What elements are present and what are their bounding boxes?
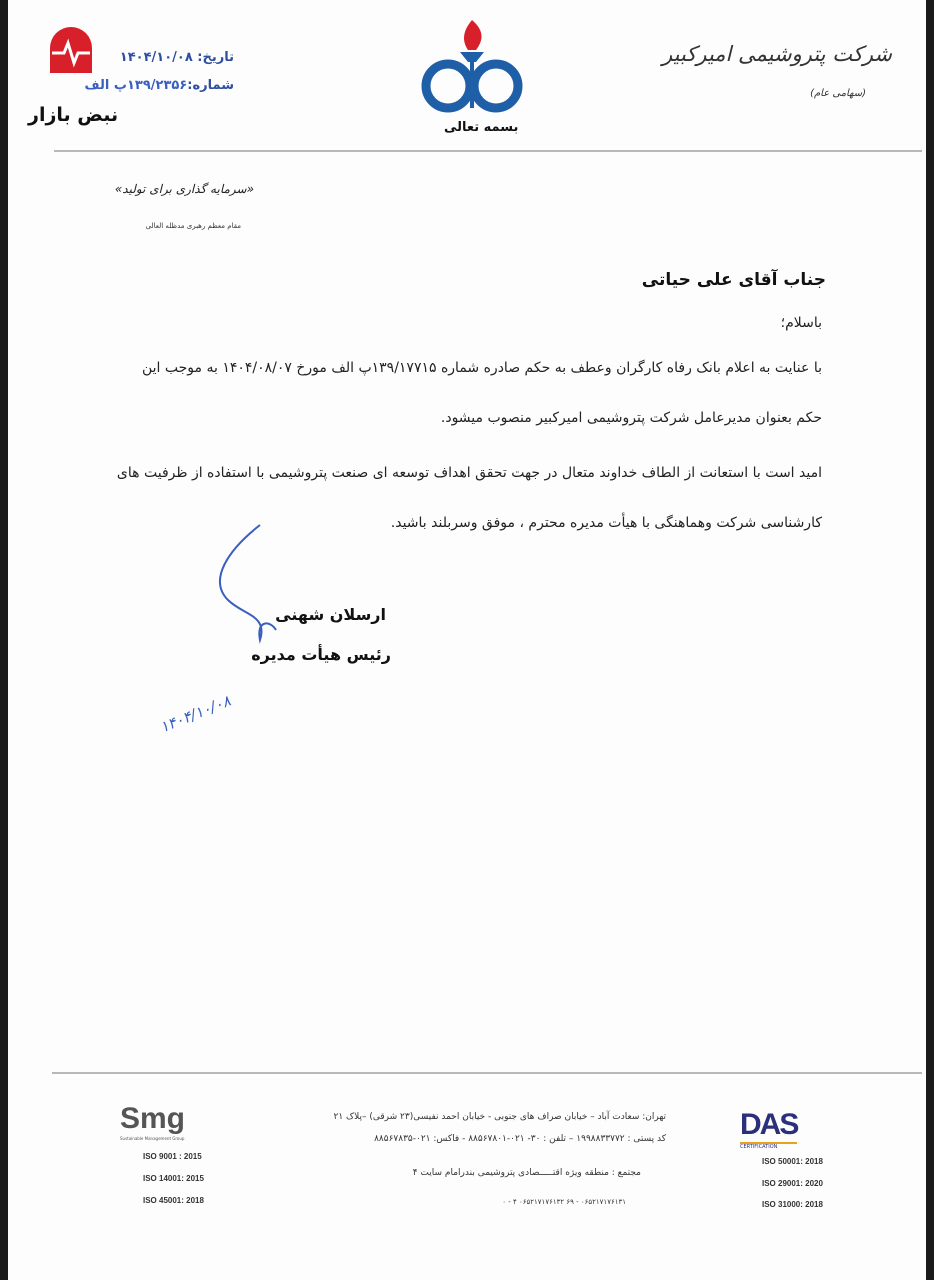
- smg-logo: [120, 1102, 185, 1141]
- letter-date: [120, 50, 234, 65]
- bismillah: بسمه تعالی: [444, 120, 519, 135]
- das-logo: [740, 1108, 797, 1150]
- left-iso-1: ISO 9001 : 2015: [143, 1152, 202, 1161]
- number-value: ۱۳۹/۲۳۵۶پ الف: [84, 78, 188, 93]
- flame-emblem-icon: [416, 18, 528, 114]
- right-iso-2: ISO 29001: 2020: [762, 1179, 823, 1188]
- smg-logo-sub: Sustainable Management Group: [120, 1136, 185, 1141]
- date-label: تاریخ:: [197, 50, 234, 65]
- paragraph-2-line-1: امید است با استعانت از الطاف خداوند متعال در جهت تحقق اهداف توسعه ای صنعت پتروشیمی با استفاده از ظرفیت های: [116, 465, 822, 481]
- watermark-logo: [50, 27, 92, 73]
- footer-complex: مجتمع : منطقه ویژه اقتـــــصادی پتروشیمی بندرامام سایت ۴: [412, 1168, 641, 1178]
- left-iso-3: ISO 45001: 2018: [143, 1196, 204, 1205]
- smg-logo-text: Smg: [120, 1102, 186, 1135]
- footer-address: تهران: سعادت آباد – خیابان صراف های جنوبی - خیابان احمد نفیسی(۲۳ شرقی) –پلاک ۲۱: [333, 1112, 666, 1122]
- slogan-subtitle: مقام معظم رهبری مدظله العالی: [145, 222, 241, 230]
- signer-title: رئیس هیأت مدیره: [251, 645, 391, 664]
- footer-contact: کد پستی : ۱۹۹۸۸۳۳۷۷۲ – تلفن : ۳۰- ۰۲۱-۸۸۵۶۷۸۰۱ - فاکس: ۰۲۱-۸۸۵۶۷۸۳۵: [374, 1134, 666, 1144]
- right-iso-3: ISO 31000: 2018: [762, 1200, 823, 1209]
- letter-number: [85, 78, 234, 93]
- slogan-title: «سرمایه گذاری برای تولید»: [114, 182, 254, 196]
- signer-name: ارسلان شهنی: [275, 605, 386, 624]
- footer-complex-phones: ۰۶۵۲۱۷۱۷۶۱۳۱ - ۶۹ ۰۶۵۲۱۷۱۷۶۱۳۲ ۴ - ۰: [502, 1198, 626, 1206]
- number-label: شماره:: [187, 78, 234, 93]
- date-value: ۱۴۰۴/۱۰/۰۸: [119, 50, 193, 65]
- company-type: (سهامی عام): [810, 88, 866, 99]
- greeting: باسلام؛: [780, 315, 822, 331]
- signature-date: ۱۴۰۴/۱۰/۰۸: [157, 691, 234, 737]
- company-name: شرکت پتروشیمی امیرکبیر: [662, 42, 892, 66]
- right-iso-1: ISO 50001: 2018: [762, 1157, 823, 1166]
- paragraph-2-line-2: کارشناسی شرکت وهماهنگی با هیأت مدیره محترم ، موفق وسربلند باشید.: [390, 515, 822, 531]
- paragraph-1-line-1: با عنایت به اعلام بانک رفاه کارگران وعطف به حکم صادره شماره ۱۳۹/۱۷۷۱۵پ الف مورخ ۱۴۰۴/۰۸/۰۷ به موجب این: [141, 360, 822, 376]
- recipient: جناب آقای علی حیاتی: [641, 270, 826, 290]
- header-divider: [54, 150, 922, 152]
- watermark-text: نبض بازار: [28, 104, 119, 126]
- das-logo-text: DAS: [740, 1108, 798, 1141]
- paragraph-1-line-2: حکم بعنوان مدیرعامل شرکت پتروشیمی امیرکبیر منصوب میشود.: [440, 410, 822, 426]
- nioc-emblem: [416, 18, 528, 118]
- left-iso-2: ISO 14001: 2015: [143, 1174, 204, 1183]
- footer-divider: [52, 1072, 922, 1074]
- signature-mark: [198, 520, 298, 650]
- letter-page: [8, 0, 926, 1280]
- das-logo-sub: CERTIFICATION: [740, 1142, 797, 1150]
- pulse-icon: [50, 27, 92, 73]
